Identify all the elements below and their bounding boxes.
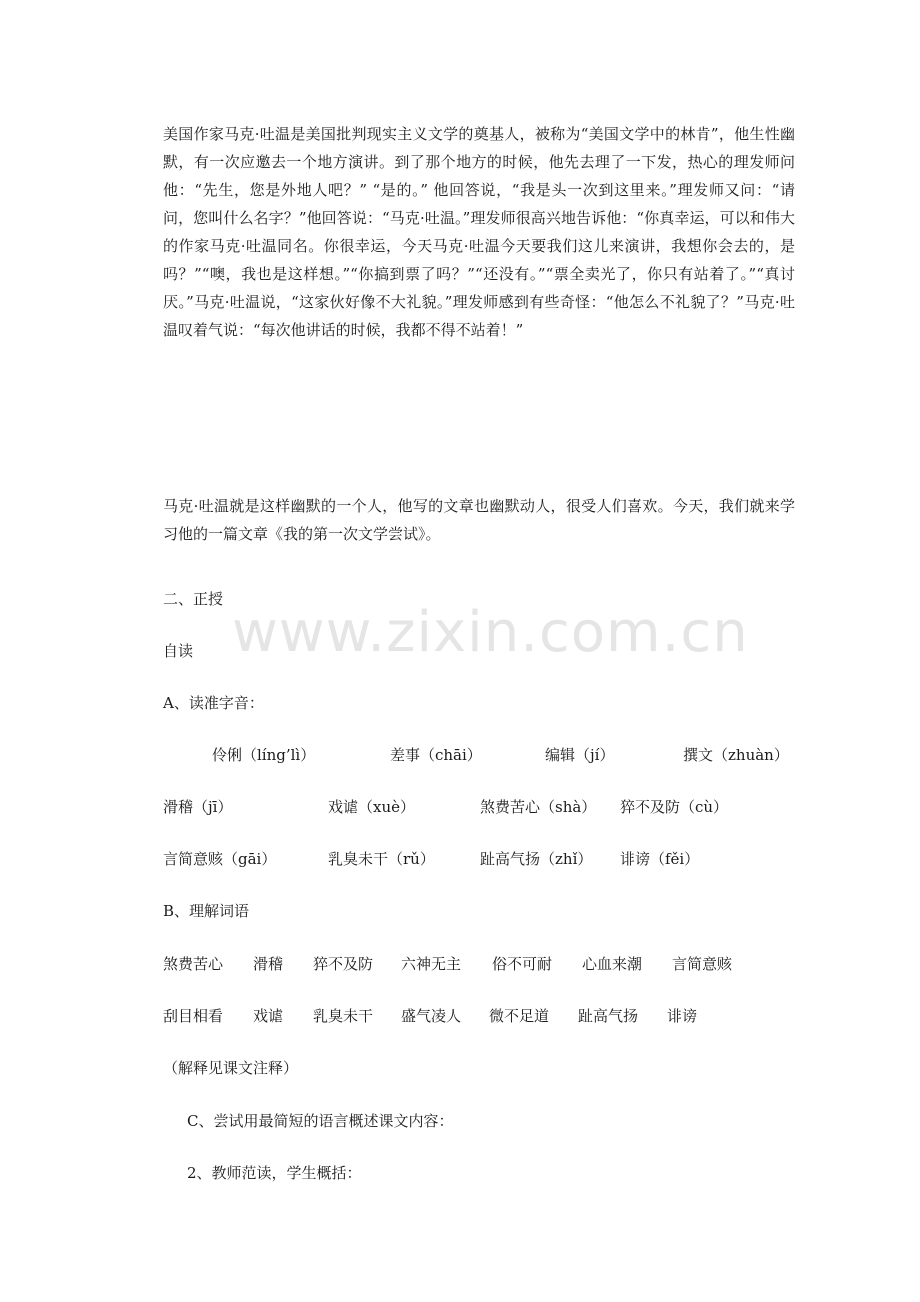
vocabulary-item: 乳臭未干 (313, 1007, 374, 1025)
teacher-reading-item: 2、教师范读，学生概括： (187, 1164, 362, 1182)
pronunciation-item: 撰文（zhuàn） (683, 746, 789, 764)
pronunciation-item: 煞费苦心（shà） (480, 798, 597, 816)
vocabulary-item: 诽谤 (667, 1007, 698, 1025)
part-b-heading: B、理解词语 (163, 902, 250, 920)
vocabulary-item: 猝不及防 (313, 955, 374, 973)
pronunciation-item: 趾高气扬（zhǐ） (480, 850, 593, 868)
intro-paragraph-2 (163, 492, 795, 548)
intro-paragraph-1 (163, 120, 795, 344)
pronunciation-item: 言简意赅（gāi） (163, 850, 277, 868)
vocabulary-item: 煞费苦心 (163, 955, 224, 973)
pronunciation-item: 编辑（jí） (545, 746, 615, 764)
vocabulary-item: 心血来潮 (582, 955, 643, 973)
pronunciation-item: 诽谤（fěi） (620, 850, 700, 868)
vocabulary-item: 盛气凌人 (401, 1007, 462, 1025)
vocabulary-item: 言简意赅 (672, 955, 733, 973)
part-a-heading: A、读准字音： (163, 694, 264, 712)
vocabulary-item: 刮目相看 (163, 1007, 224, 1025)
pronunciation-item: 戏谑（xuè） (328, 798, 415, 816)
vocabulary-item: 微不足道 (489, 1007, 550, 1025)
vocabulary-item: 俗不可耐 (492, 955, 553, 973)
vocabulary-item: 六神无主 (401, 955, 462, 973)
pronunciation-item: 乳臭未干（rǔ） (328, 850, 435, 868)
part-c-heading: C、尝试用最简短的语言概述课文内容： (187, 1112, 454, 1130)
vocabulary-item: 滑稽 (253, 955, 284, 973)
vocabulary-item: 戏谑 (253, 1007, 284, 1025)
vocabulary-item: 趾高气扬 (578, 1007, 639, 1025)
intro-text-1: 美国作家马克·吐温是美国批判现实主义文学的奠基人，被称为“美国文学中的林肯”，他生性幽默，有一次应邀去一个地方演讲。到了那个地方的时候，他先去理了一下发，热心的理发师问他：“先生，您是外地人吧？” “是的。” 他回答说，“我是头一次到这里来。”理发师又问：“请问，您叫什么名字？”他回答说：“马克·吐温。”理发师很高兴地告诉他：“你真幸运，可以和伟大的作家马克·吐温同名。你很幸运，今天马克·吐温今天要我们这儿来演讲，我想你会去的，是吗？”“噢，我也是这样想。”“你搞到票了吗？”“还没有。”“票全卖光了，你只有站着了。”“真讨厌。”马克·吐温说，“这家伙好像不大礼貌。”理发师感到有些奇怪：“他怎么不礼貌了？”马克·吐温叹着气说：“每次他讲话的时候，我都不得不站着！” (163, 125, 795, 339)
pronunciation-item: 差事（chāi） (390, 746, 482, 764)
pronunciation-item: 滑稽（jī） (163, 798, 233, 816)
pronunciation-item: 伶俐（líng’lì） (212, 746, 316, 764)
section-heading: 二、正授 (163, 590, 224, 608)
intro-text-2: 马克·吐温就是这样幽默的一个人，他写的文章也幽默动人，很受人们喜欢。今天，我们就来学习他的一篇文章《我的第一次文学尝试》。 (163, 497, 795, 543)
annotation-note: （解释见课文注释） (163, 1059, 299, 1077)
pronunciation-item: 猝不及防（cù） (620, 798, 729, 816)
watermark: www.zixin.com.cn (232, 600, 749, 665)
selfread-label: 自读 (163, 642, 194, 660)
